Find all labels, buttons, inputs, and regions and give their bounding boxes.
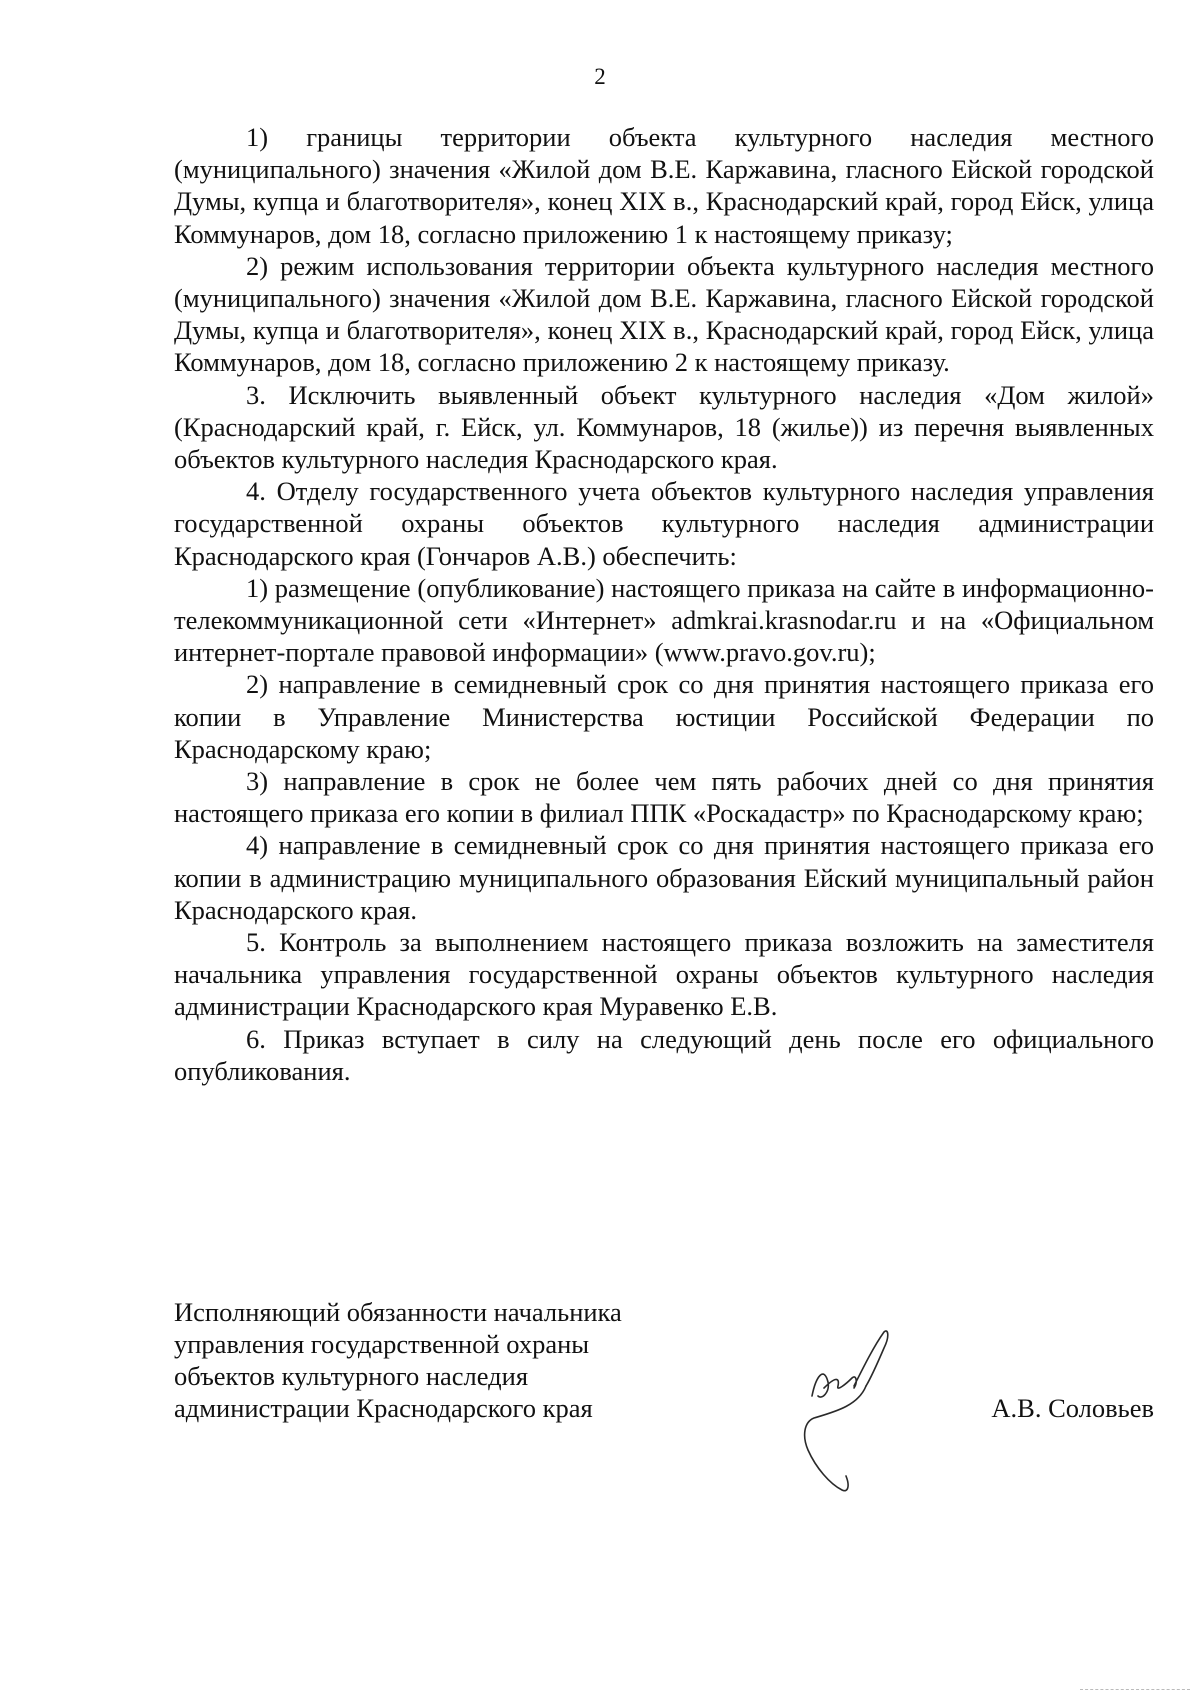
page-number: 2	[594, 64, 606, 89]
paragraph-territory-usage-regime: 2) режим использования территории объекта культурного наследия местного (муниципального) значения «Жилой дом В.Е. Каржавина, гласного Ейской городской Думы, купца и благотворителя», конец XIX в., Краснодарский край, город Ейск, улица Коммунаров, дом 18, согласно приложению 2 к настоящему приказу.	[174, 250, 1154, 378]
paragraph-exclude-object: 3. Исключить выявленный объект культурного наследия «Дом жилой» (Краснодарский край, г. Ейск, ул. Коммунаров, 18 (жилье)) из перечня выявленных объектов культурного наследия Краснодарского края.	[174, 379, 1154, 475]
document-body	[174, 121, 1154, 1087]
paragraph-roskadastr: 3) направление в срок не более чем пять рабочих дней со дня принятия настоящего приказа его копии в филиал ППК «Роскадастр» по Краснодарскому краю;	[174, 766, 1154, 829]
signatory-position-line: объектов культурного наследия	[174, 1361, 529, 1391]
signatory-position	[174, 1296, 622, 1424]
paragraph-municipal-administration: 4) направление в семидневный срок со дня принятия настоящего приказа его копии в администрацию муниципального образования Ейский муниципальный район Краснодарского края.	[174, 830, 1154, 925]
paragraph-department-tasks: 4. Отделу государственного учета объектов культурного наследия управления государственной охраны объектов культурного наследия администрации Краснодарского края (Гончаров А.В.) обеспечить:	[174, 476, 1154, 571]
signatory-name: А.В. Соловьев	[991, 1393, 1154, 1423]
paragraph-publication: 1) размещение (опубликование) настоящего приказа на сайте в информационно-телекоммуникационной сети «Интернет» admkrai.krasnodar.ru и на «Официальном интернет-портале правовой информации» (www.pravo.gov.ru);	[174, 572, 1154, 668]
paragraph-entry-into-force: 6. Приказ вступает в силу на следующий день после его официального опубликования.	[174, 1023, 1154, 1086]
handwritten-signature-icon	[794, 1326, 904, 1496]
scan-edge-mark	[1080, 1689, 1190, 1691]
paragraph-control: 5. Контроль за выполнением настоящего приказа возложить на заместителя начальника управления государственной охраны объектов культурного наследия администрации Краснодарского края Муравенко Е.В.	[174, 927, 1154, 1022]
signature-block	[174, 1296, 1154, 1496]
signatory-position-line: управления государственной охраны	[174, 1329, 590, 1359]
paragraph-territory-boundaries: 1) границы территории объекта культурного наследия местного (муниципального) значения «Жилой дом В.Е. Каржавина, гласного Ейской городской Думы, купца и благотворителя», конец XIX в., Краснодарский край, город Ейск, улица Коммунаров, дом 18, согласно приложению 1 к настоящему приказу;	[174, 122, 1154, 249]
signatory-position-line: администрации Краснодарского края	[174, 1393, 593, 1423]
signatory-position-line: Исполняющий обязанности начальника	[174, 1297, 622, 1327]
paragraph-ministry-of-justice: 2) направление в семидневный срок со дня принятия настоящего приказа его копии в Управление Министерства юстиции Российской Федерации по Краснодарскому краю;	[174, 669, 1154, 764]
